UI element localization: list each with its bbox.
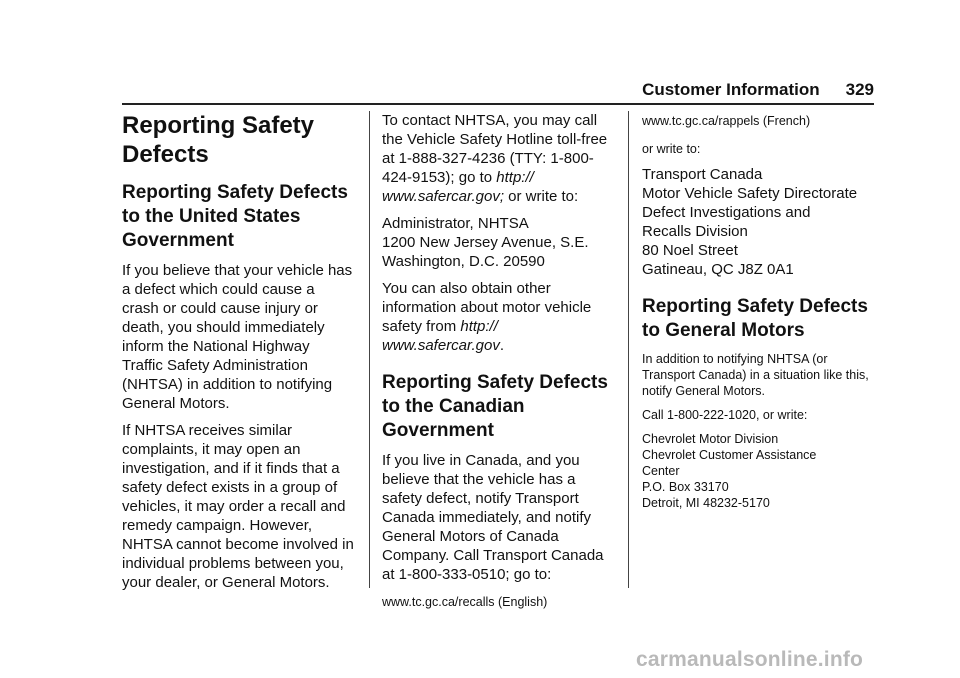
more-info-tail: . [499,337,504,354]
nhtsa-address-line: Administrator, NHTSA [382,215,529,232]
more-info-paragraph [382,279,614,355]
us-paragraph-2: If NHTSA receives similar complaints, it may open an investigation, and if it finds that a safety defect exists in a group of vehicles, it may order a recall and remedy campaign. However, NHTSA cannot become involved in individual problems between you, your dealer, or General Motors. [122,422,354,591]
nhtsa-contact-paragraph [382,111,614,206]
gm-heading: Reporting Safety Defects to General Motors [642,296,868,341]
tc-address-line: Transport Canada [642,166,763,183]
gm-call-text: Call 1-800-222-1020, or write: [642,408,808,422]
column-1 [122,111,354,600]
gm-address-line: Chevrolet Motor Division [642,432,779,446]
header-rule [122,103,874,105]
page-number: 329 [845,80,874,99]
nhtsa-address [382,214,614,271]
us-paragraph-1: If you believe that your vehicle has a defect which could cause a crash or could cause injury or death, you should immediately inform the National Highway Traffic Safety Administration (NHTSA) in addition to notifying General Motors. [122,262,353,412]
column-divider-2 [628,111,629,588]
gm-address-line: Center [642,464,680,478]
column-divider-1 [369,111,370,588]
page-header [636,80,874,100]
or-write-text: or write to: [642,142,701,156]
tc-address-line: Recalls Division [642,223,748,240]
canada-paragraph: If you live in Canada, and you believe that the vehicle has a safety defect, notify Transport Canada immediately, and notify General Motors of Canada Company. Call Transport Canada at 1-800-333-0510; go to: [382,452,604,583]
page-title: Reporting Safety Defects [122,112,315,168]
nhtsa-contact-text: To contact NHTSA, you may call the Vehicle Safety Hotline toll-free at 1-888-327-4236 (TTY: 1-800-424-9153); go to [382,112,608,186]
gm-paragraph: In addition to notifying NHTSA (or Transport Canada) in a situation like this, notify General Motors. [642,352,869,398]
gm-address-line: Detroit, MI 48232-5170 [642,496,770,510]
tc-address-line: Motor Vehicle Safety Directorate [642,185,858,202]
column-2 [382,111,614,618]
tc-address-line: Gatineau, QC J8Z 0A1 [642,261,794,278]
transport-canada-address [642,165,874,279]
section-title: Customer Information [642,80,820,99]
us-heading: Reporting Safety Defects to the United States Government [122,182,348,251]
safercar-link[interactable]: http:// www.safercar.gov; [382,169,534,205]
tc-address-line: 80 Noel Street [642,242,738,259]
tc-address-line: Defect Investigations and [642,204,811,221]
gm-address [642,431,874,511]
column-3 [642,111,874,519]
canada-heading: Reporting Safety Defects to the Canadian Government [382,372,608,441]
nhtsa-address-line: 1200 New Jersey Avenue, S.E. [382,234,589,251]
more-info-text: You can also obtain other information about motor vehicle safety from [382,280,592,335]
nhtsa-address-line: Washington, D.C. 20590 [382,253,545,270]
rappels-french-link[interactable]: www.tc.gc.ca/rappels (French) [642,114,811,128]
safercar-link-2[interactable]: http:// www.safercar.gov [382,318,500,354]
watermark: carmanualsonline.info [636,648,864,671]
gm-address-line: Chevrolet Customer Assistance [642,448,817,462]
recalls-english-link[interactable]: www.tc.gc.ca/recalls (English) [382,595,548,609]
gm-address-line: P.O. Box 33170 [642,480,729,494]
nhtsa-contact-tail: or write to: [504,188,579,205]
